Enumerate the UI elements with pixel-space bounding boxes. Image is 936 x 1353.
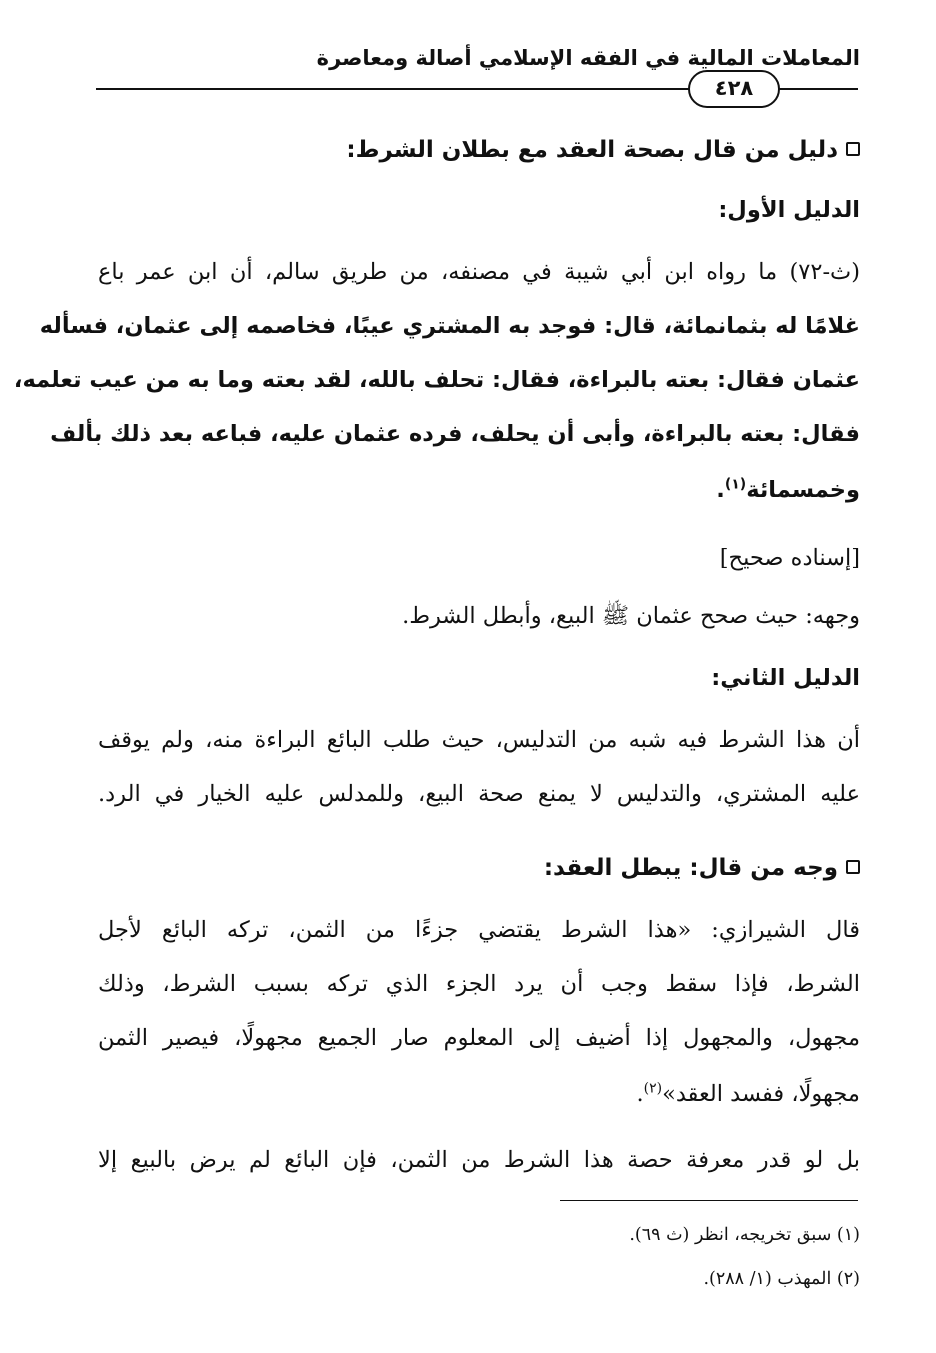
paragraph-line: غلامًا له بثمانمائة، قال: فوجد به المشتري عيبًا، فخاصمه إلى عثمان، فسأله [39,313,860,339]
paragraph-line-last: مجهولًا، ففسد العقد»$^{(٢)}$. [636,1080,860,1107]
section-heading-valid-contract [98,130,860,170]
page-number: ٤٢٨ [688,70,780,108]
paragraph-line: فقال: بعته بالبراءة، وأبى أن يحلف، فرده عثمان عليه، فباعه بعد ذلك بألف [50,421,860,447]
footnote-2: (٢) المهذب (١/ ٢٨٨). [703,1269,860,1289]
paragraph-line: عليه المشتري، والتدليس لا يمنع صحة البيع، وللمدلس عليه الخيار في الرد. [98,781,860,807]
paragraph-line: قال الشيرازي: «هذا الشرط يقتضي جزءًا من الثمن، تركه البائع لأجل [98,917,861,943]
square-bullet-icon [846,860,860,874]
section-heading-void-contract [98,848,860,888]
square-bullet-icon [846,142,860,156]
heading-text: دليل من قال بصحة العقد مع بطلان الشرط: [346,137,838,163]
subheading-first-evidence: الدليل الأول: [718,197,860,223]
running-title: المعاملات المالية في الفقه الإسلامي أصالة ومعاصرة [316,46,860,70]
footnote-rule [560,1200,858,1201]
footnote-1: (١) سبق تخريجه، انظر (ث ٦٩). [629,1225,860,1245]
paragraph-line: الشرط، فإذا سقط وجب أن يرد الجزء الذي تركه بسبب الشرط، وذلك [98,971,860,997]
paragraph-line: عثمان فقال: بعته بالبراءة، فقال: تحلف بالله، لقد بعته وما به من عيب تعلمه، [13,367,860,393]
footnote-ref-1: (١) [724,476,747,493]
subheading-second-evidence: الدليل الثاني: [711,665,860,691]
paragraph-line: مجهول، والمجهول إذا أضيف إلى المعلوم صار الجميع مجهولًا، فيصير الثمن [98,1025,860,1051]
paragraph-line: أن هذا الشرط فيه شبه من التدليس، حيث طلب البائع البراءة منه، ولم يوقف [98,727,860,753]
wajh-line: وجهه: حيث صحح عثمان ﷺ البيع، وأبطل الشرط. [402,603,860,629]
footnote-ref-2: (٢) [643,1080,663,1097]
paragraph-line: (ث-٧٢) ما رواه ابن أبي شيبة في مصنفه، من طريق سالم، أن ابن عمر باع [98,259,860,285]
paragraph-line: بل لو قدر معرفة حصة هذا الشرط من الثمن، فإن البائع لم يرض بالبيع إلا [98,1147,860,1173]
isnad-grade: [إسناده صحيح] [719,545,860,571]
paragraph-line-last: وخمسمائة$^{(١)}$. [716,476,860,503]
heading-text: وجه من قال: يبطل العقد: [543,855,838,881]
